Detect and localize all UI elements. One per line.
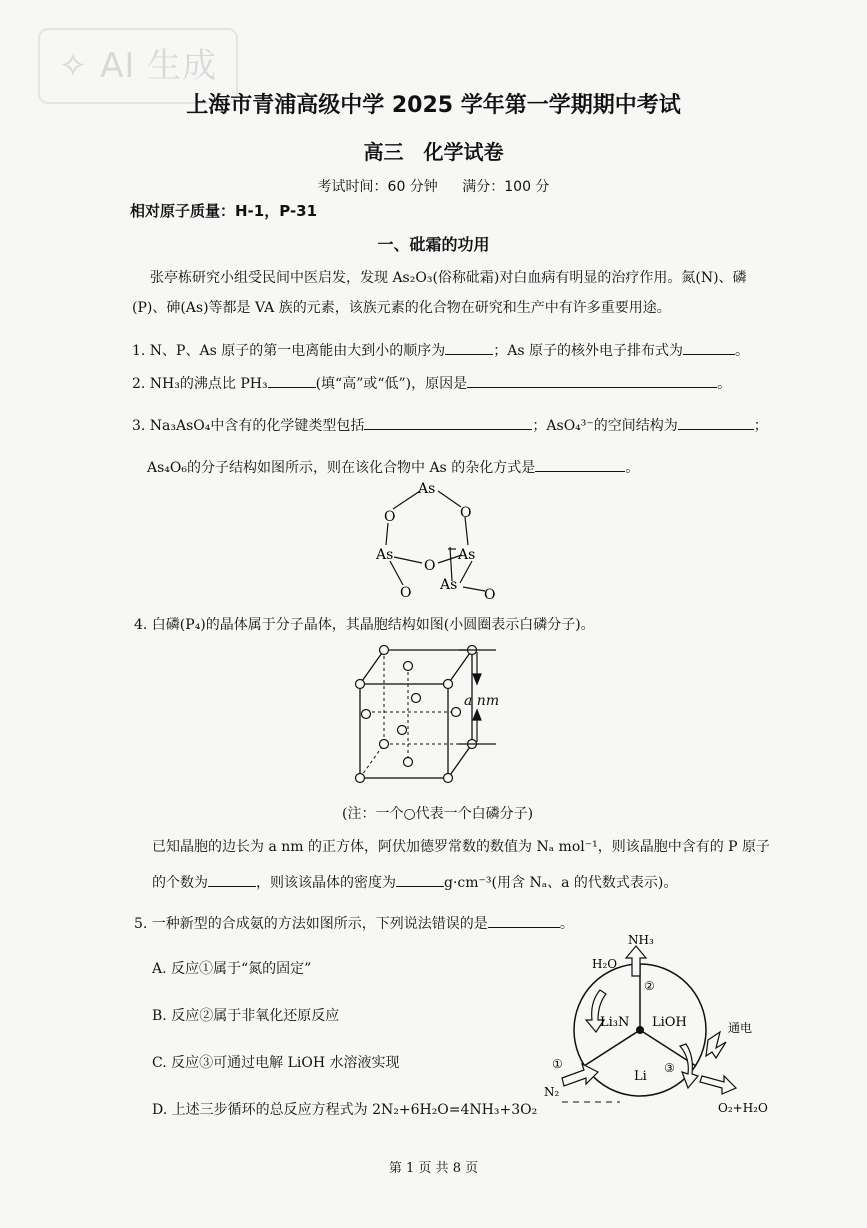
o-atom-5: O	[484, 587, 496, 603]
ammonia-cycle-diagram	[540, 928, 780, 1118]
q3-text-e: 。	[625, 460, 640, 476]
edge-length-label: a nm	[464, 693, 500, 709]
q1-text-c: 。	[734, 343, 749, 359]
q1-blank-2[interactable]	[683, 354, 735, 355]
q3-blank-2[interactable]	[678, 429, 754, 430]
page-footer: 第 1 页 共 8 页	[388, 1161, 479, 1176]
q4-text-d: ，则该该晶体的密度为	[256, 875, 396, 891]
question-5	[134, 913, 574, 933]
question-3	[132, 415, 768, 435]
q3-text-a: 3. Na₃AsO₄中含有的化学键类型包括	[132, 418, 365, 434]
ai-watermark: ✧ AI 生成	[38, 28, 238, 104]
intro-line-1: 张亭栋研究小组受民间中医启发，发现 As₂O₃(俗称砒霜)对白血病有明显的治疗作用。氮(N)、磷	[150, 270, 747, 286]
label-nh3: NH₃	[628, 933, 654, 947]
center-dot	[636, 1026, 644, 1034]
exam-title: 上海市青浦高级中学 2025 学年第一学期期中考试	[186, 93, 681, 118]
label-electrolysis: 通电	[728, 1021, 753, 1035]
section-title: 一、砒霜的功用	[377, 235, 490, 254]
label-reaction-3: ③	[664, 1061, 675, 1075]
q2-text-c: 。	[717, 376, 732, 392]
question-4: 4. 白磷(P₄)的晶体属于分子晶体，其晶胞结构如图(小圆圈表示白磷分子)。	[134, 617, 595, 633]
o-atom-2: O	[460, 505, 472, 521]
intro-line-2: (P)、砷(As)等都是 VA 族的元素，该族元素的化合物在研究和生产中有许多重要用途。	[132, 300, 671, 316]
o-atom-4: O	[400, 585, 412, 601]
q1-blank-1[interactable]	[445, 354, 493, 355]
q5-text-a: 5. 一种新型的合成氨的方法如图所示，下列说法错误的是	[134, 916, 488, 932]
q1-text-b: ；As 原子的核外电子排布式为	[493, 343, 683, 359]
as-atom-top: As	[418, 481, 436, 497]
exam-subtitle: 高三 化学试卷	[363, 140, 504, 164]
q3-text-b: ；AsO₄³⁻的空间结构为	[532, 418, 678, 434]
q3-blank-1[interactable]	[364, 429, 532, 430]
label-h2o: H₂O	[592, 957, 618, 971]
label-li: Li	[634, 1069, 647, 1084]
q3-text-d: As₄O₆的分子结构如图所示，则在该化合物中 As 的杂化方式是	[147, 460, 536, 476]
q2-blank-1[interactable]	[268, 387, 316, 388]
q2-blank-2[interactable]	[467, 387, 717, 388]
q3-blank-3[interactable]	[535, 471, 625, 472]
q5-option-a[interactable]: A. 反应①属于“氮的固定”	[152, 961, 312, 977]
q4-blank-1[interactable]	[208, 886, 256, 887]
q3-text-c: ；	[753, 418, 768, 434]
q4-text-e: g·cm⁻³(用含 Nₐ、a 的代数式表示)。	[444, 875, 678, 891]
as-atom-right: As	[458, 547, 476, 563]
exam-meta	[0, 176, 867, 196]
q2-text-a: 2. NH₃的沸点比 PH₃	[132, 376, 268, 392]
as-atom-bottom: As	[440, 577, 458, 593]
q1-text-a: 1. N、P、As 原子的第一电离能由大到小的顺序为	[132, 343, 446, 359]
question-1	[132, 340, 749, 360]
o-atom-3: O	[424, 558, 436, 574]
question-4-line-c	[152, 872, 677, 892]
q5-text-b: 。	[559, 916, 574, 932]
label-lioh: LiOH	[652, 1015, 687, 1030]
as-atom-left: As	[376, 547, 394, 563]
exam-score: 满分：100 分	[462, 179, 550, 195]
question-3-part-2	[147, 457, 639, 477]
o-atom-1: O	[384, 509, 396, 525]
label-reaction-2: ②	[644, 979, 655, 993]
label-o2-h2o: O₂+H₂O	[718, 1101, 768, 1115]
unit-cell-note: (注：一个○代表一个白磷分子)	[342, 806, 534, 822]
q4-blank-2[interactable]	[396, 886, 444, 887]
q5-option-b[interactable]: B. 反应②属于非氧化还原反应	[152, 1008, 340, 1024]
q4-text-c: 的个数为	[152, 875, 208, 891]
question-2	[132, 373, 731, 393]
atomic-mass: 相对原子质量：H-1，P-31	[130, 202, 318, 220]
label-n2: N₂	[544, 1085, 560, 1099]
question-4-text-b: 已知晶胞的边长为 a nm 的正方体，阿伏加德罗常数的数值为 Nₐ mol⁻¹，则该晶胞中含有的 P 原子	[152, 839, 771, 855]
label-li3n: Li₃N	[600, 1015, 630, 1030]
as4o6-structure-diagram	[360, 475, 510, 605]
label-reaction-1: ①	[552, 1057, 563, 1071]
q5-option-d[interactable]: D. 上述三步循环的总反应方程式为 2N₂+6H₂O=4NH₃+3O₂	[152, 1102, 538, 1118]
exam-time: 考试时间：60 分钟	[317, 179, 438, 195]
q5-option-c[interactable]: C. 反应③可通过电解 LiOH 水溶液实现	[152, 1055, 400, 1071]
q2-text-b: (填“高”或“低”)，原因是	[315, 376, 468, 392]
